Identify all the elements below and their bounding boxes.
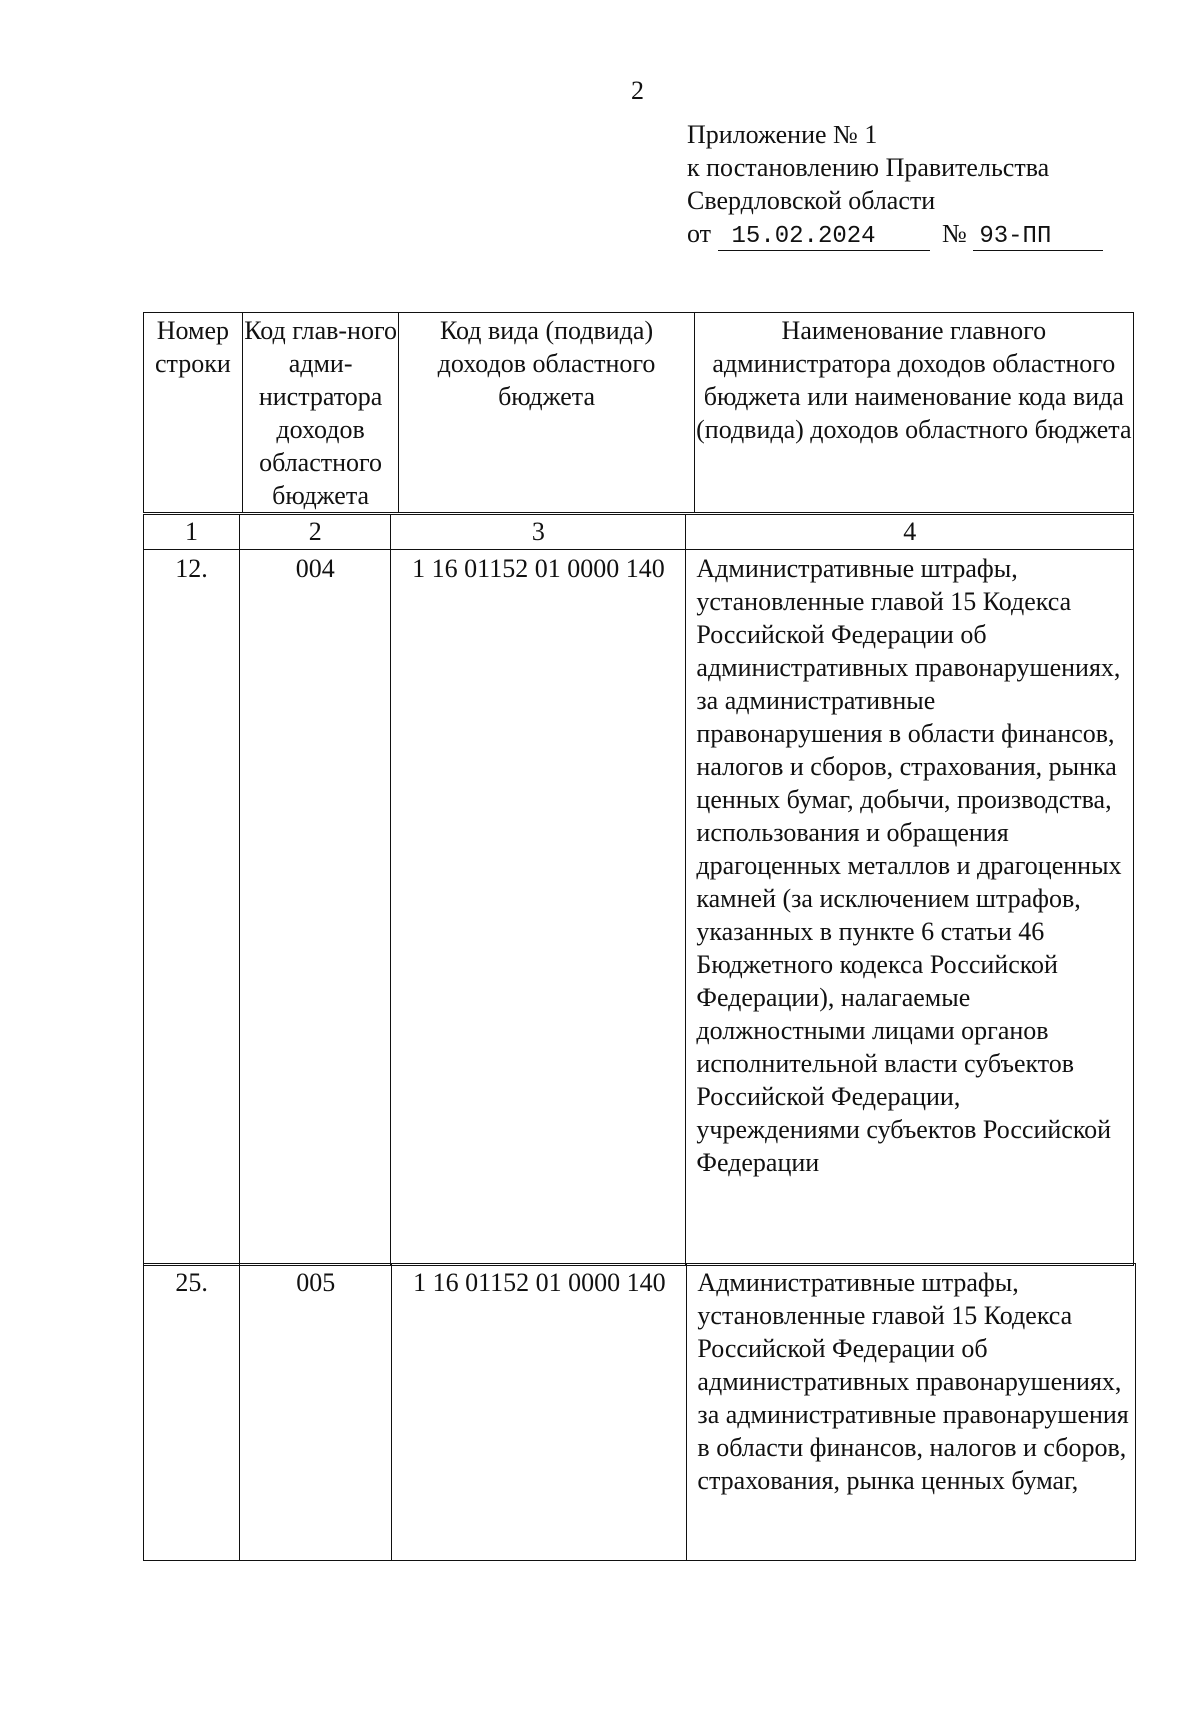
appendix-date-line	[687, 217, 1103, 251]
number-prefix: №	[942, 219, 967, 248]
income-description: Административные штрафы, установленные главой 15 Кодекса Российской Федерации об административных правонарушениях, за административные правонарушения в области финансов, налогов и сборов, страхования, рынка ценных бумаг, добычи, производства, использования и обращения драгоценных металлов и драгоценных камней (за исключением штрафов, указанных в пункте 6 статьи 46 Бюджетного кодекса Российской Федерации), налагаемые должностными лицами органов исполнительной власти субъектов Российской Федерации, учреждениями субъектов Российской Федерации	[686, 550, 1134, 1266]
column-number: 2	[239, 515, 391, 550]
header-row-number: Номер строки	[144, 313, 243, 513]
appendix-region: Свердловской области	[687, 186, 936, 215]
table-row	[144, 550, 1134, 1266]
row-number: 12.	[144, 550, 240, 1266]
row-number: 25.	[144, 1264, 240, 1561]
table-header	[143, 312, 1134, 513]
date-prefix: от	[687, 219, 712, 248]
column-number: 1	[144, 515, 240, 550]
income-code: 1 16 01152 01 0000 140	[392, 1264, 687, 1561]
decree-date: 15.02.2024	[718, 224, 930, 251]
income-code: 1 16 01152 01 0000 140	[391, 550, 686, 1266]
income-table	[143, 514, 1134, 1266]
page-number: 2	[631, 76, 644, 105]
appendix-title: Приложение № 1	[687, 120, 878, 149]
admin-code: 004	[239, 550, 391, 1266]
decree-number: 93-ПП	[973, 224, 1103, 251]
income-description: Административные штрафы, установленные главой 15 Кодекса Российской Федерации об административных правонарушениях, за административные правонарушения в области финансов, налогов и сборов, страхования, рынка ценных бумаг,	[687, 1264, 1136, 1561]
column-number: 4	[686, 515, 1134, 550]
column-number: 3	[391, 515, 686, 550]
header-income-code: Код вида (подвида) доходов областного бюджета	[399, 313, 694, 513]
header-description: Наименование главного администратора доходов областного бюджета или наименование кода вида (подвида) доходов областного бюджета	[694, 313, 1133, 513]
appendix-decree: к постановлению Правительства	[687, 153, 1050, 182]
header-admin-code: Код глав-ного адми-нистратора доходов областного бюджета	[242, 313, 399, 513]
admin-code: 005	[240, 1264, 392, 1561]
appendix-header	[687, 118, 1103, 251]
column-number-row	[144, 515, 1134, 550]
income-table-continued	[143, 1263, 1136, 1561]
table-row	[144, 1264, 1136, 1561]
